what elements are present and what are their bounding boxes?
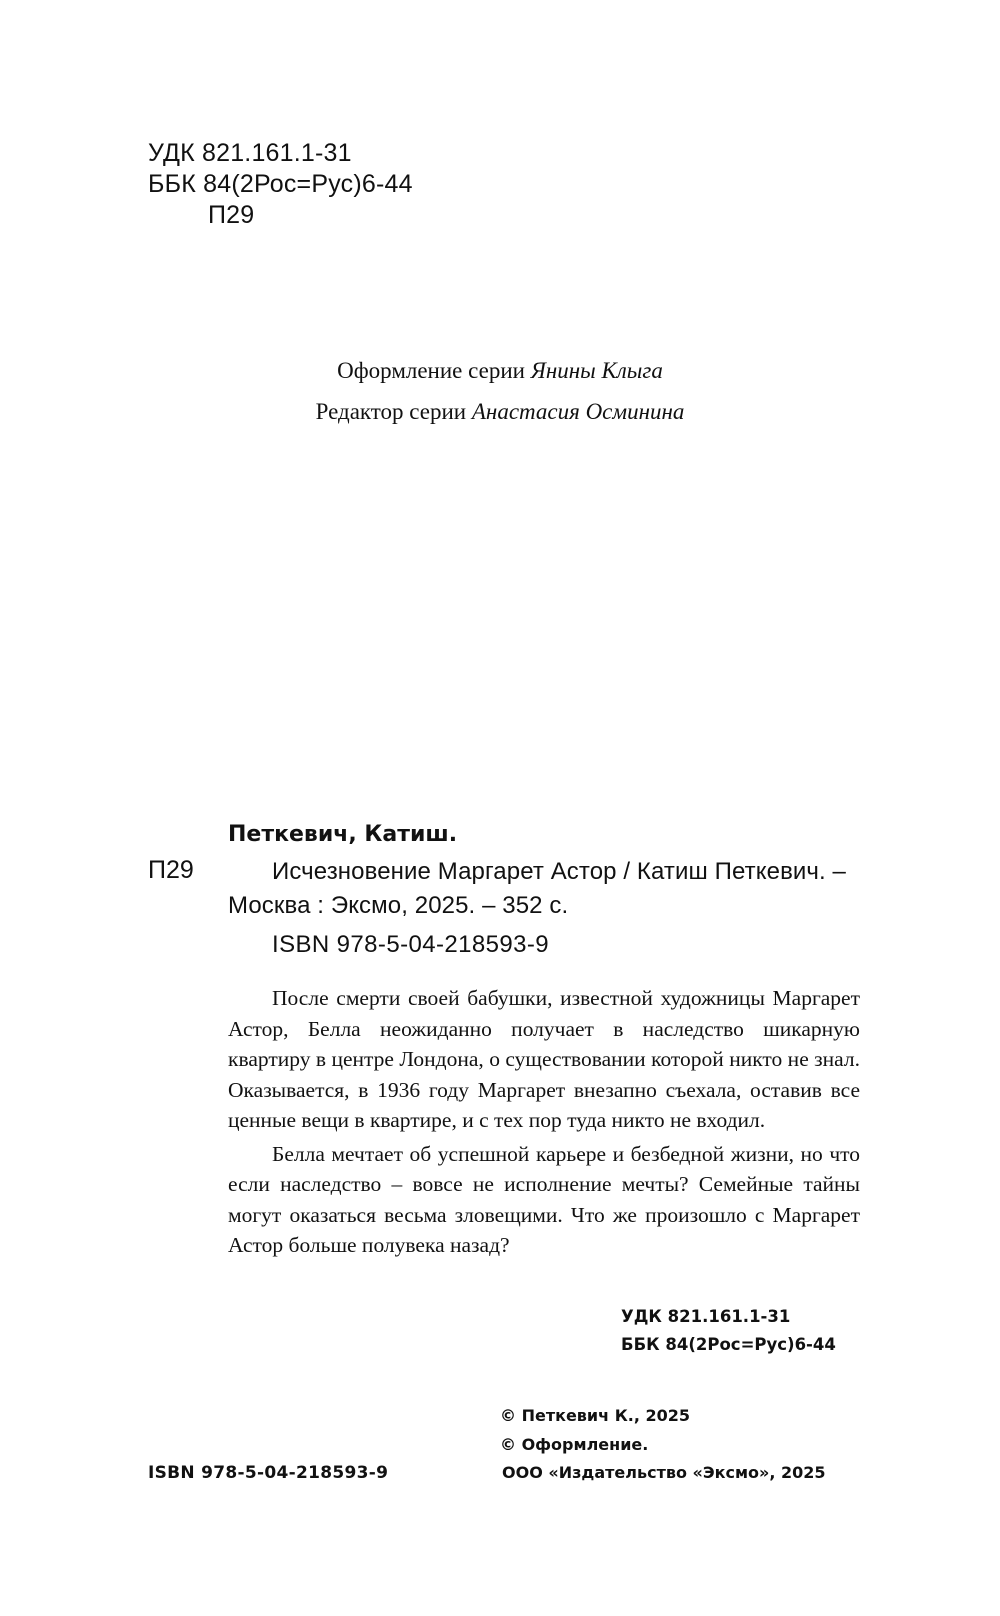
author-mark: П29 <box>208 201 255 229</box>
biblio-author: Петкевич, Катиш. <box>228 822 458 847</box>
design-credit <box>0 350 1000 391</box>
biblio-author-mark: П29 <box>148 856 194 884</box>
design-credit-name: Янины Клыга <box>530 358 663 383</box>
biblio-publisher-line: Москва : Эксмо, 2025. – 352 с. <box>228 892 569 919</box>
udk-code: УДК 821.161.1-31 <box>621 1307 791 1326</box>
annotation-paragraph: После смерти своей бабушки, известной художницы Маргарет Астор, Белла неожиданно получает в наследство шикарную квартиру в центре Лондона, о существовании которой никто не знал. Оказывается, в 1936 году Маргарет внезапно съехала, оставив все ценные вещи в квартире, и с тех пор туда никто не входил. <box>228 986 860 1132</box>
series-credits <box>0 350 1000 432</box>
annotation-paragraph: Белла мечтает об успешной карьере и безбедной жизни, но что если наследство – вовсе не исполнение мечты? Семейные тайны могут оказаться весьма зловещими. Что же произошло с Маргарет Астор больше полувека назад? <box>228 1141 860 1257</box>
bbk-code: ББК 84(2Рос=Рус)6-44 <box>148 170 413 198</box>
editor-credit-label: Редактор серии <box>315 399 467 424</box>
bbk-code: ББК 84(2Рос=Рус)6-44 <box>621 1335 836 1354</box>
udk-code: УДК 821.161.1-31 <box>148 139 352 167</box>
copyright-design: © Оформление. <box>500 1434 649 1454</box>
biblio-title-line: Исчезновение Маргарет Астор / Катиш Петкевич. – <box>272 858 847 885</box>
copyright-author: © Петкевич К., 2025 <box>500 1406 691 1425</box>
copyright-block <box>500 1402 826 1488</box>
top-classification-codes <box>148 138 413 231</box>
design-credit-label: Оформление серии <box>337 358 525 383</box>
copyright-publisher: ООО «Издательство «Эксмо», 2025 <box>502 1463 826 1482</box>
biblio-isbn: ISBN 978-5-04-218593-9 <box>272 931 549 958</box>
annotation <box>228 983 860 1264</box>
editor-credit-name: Анастасия Осминина <box>471 399 685 424</box>
bottom-classification-codes <box>621 1303 836 1359</box>
editor-credit <box>0 391 1000 432</box>
biblio-description <box>228 855 858 923</box>
footer-isbn: ISBN 978-5-04-218593-9 <box>148 1463 389 1483</box>
